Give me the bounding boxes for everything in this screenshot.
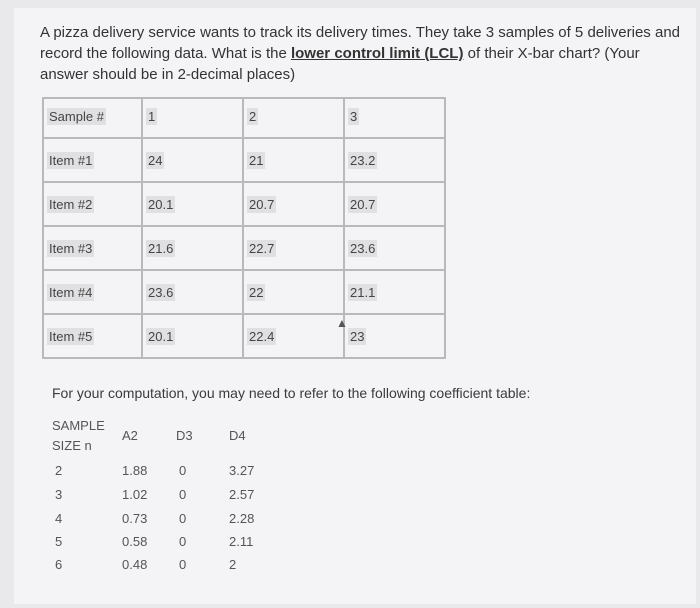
header-cell: 1 (142, 98, 243, 138)
table-row (43, 314, 445, 358)
cell-d3: 0 (179, 487, 187, 502)
question-part-2: of their X-bar chart? (Your answer should be in 2-decimal places) (40, 45, 640, 83)
table-cell: 23.2 (344, 138, 445, 182)
table-row (43, 182, 445, 226)
cell-d4: 2.57 (229, 487, 255, 502)
cell-a2: 1.02 (122, 487, 148, 502)
table-row (43, 226, 445, 270)
table-cell: 21 (243, 138, 344, 182)
cell-d4: 2 (229, 557, 237, 572)
table-cell: 24 (142, 138, 243, 182)
mouse-cursor-icon: ▲ (336, 316, 348, 330)
table-cell: 20.7 (243, 182, 344, 226)
cell-n: 5 (55, 534, 63, 549)
table-cell: 20.1 (142, 314, 243, 358)
cell-n: 6 (55, 557, 63, 572)
coefficient-note: For your computation, you may need to refer to the following coefficient table: (52, 385, 531, 401)
header-cell: Sample # (43, 98, 142, 138)
table-cell: 22 (243, 270, 344, 314)
header-d3: D3 (176, 428, 193, 443)
question-text (40, 22, 680, 85)
cell-d3: 0 (179, 534, 187, 549)
header-cell: 2 (243, 98, 344, 138)
table-cell: 21.1 (344, 270, 445, 314)
table-row (43, 138, 445, 182)
table-cell: 23.6 (344, 226, 445, 270)
row-label: Item #1 (43, 138, 142, 182)
table-cell: 23.6 (142, 270, 243, 314)
table-cell: 22.4 (243, 314, 344, 358)
cell-a2: 0.48 (122, 557, 148, 572)
row-label: Item #3 (43, 226, 142, 270)
cell-d3: 0 (179, 511, 187, 526)
header-d4: D4 (229, 428, 246, 443)
cell-n: 4 (55, 511, 63, 526)
cell-a2: 1.88 (122, 463, 148, 478)
cell-d3: 0 (179, 557, 187, 572)
cell-d3: 0 (179, 463, 187, 478)
question-part-1: A pizza delivery service wants to track its delivery times. They take 3 samples of 5 deliveries and record the following data. What is the (40, 24, 680, 62)
samples-table (42, 97, 446, 359)
cell-d4: 2.11 (229, 534, 254, 549)
cell-n: 3 (55, 487, 63, 502)
header-a2: A2 (122, 428, 138, 443)
row-label: Item #5 (43, 314, 142, 358)
cell-a2: 0.58 (122, 534, 148, 549)
question-emphasis: lower control limit (LCL) (290, 45, 464, 62)
row-label: Item #2 (43, 182, 142, 226)
samples-header-row (43, 98, 445, 138)
cell-n: 2 (55, 463, 63, 478)
table-cell: 20.1 (142, 182, 243, 226)
header-cell: 3 (344, 98, 445, 138)
table-cell: 23 (344, 314, 445, 358)
cell-d4: 2.28 (229, 511, 255, 526)
header-sample-size: SAMPLE SIZE n (52, 418, 105, 453)
cell-a2: 0.73 (122, 511, 148, 526)
table-cell: 22.7 (243, 226, 344, 270)
row-label: Item #4 (43, 270, 142, 314)
table-cell: 20.7 (344, 182, 445, 226)
table-cell: 21.6 (142, 226, 243, 270)
table-row (43, 270, 445, 314)
cell-d4: 3.27 (229, 463, 255, 478)
